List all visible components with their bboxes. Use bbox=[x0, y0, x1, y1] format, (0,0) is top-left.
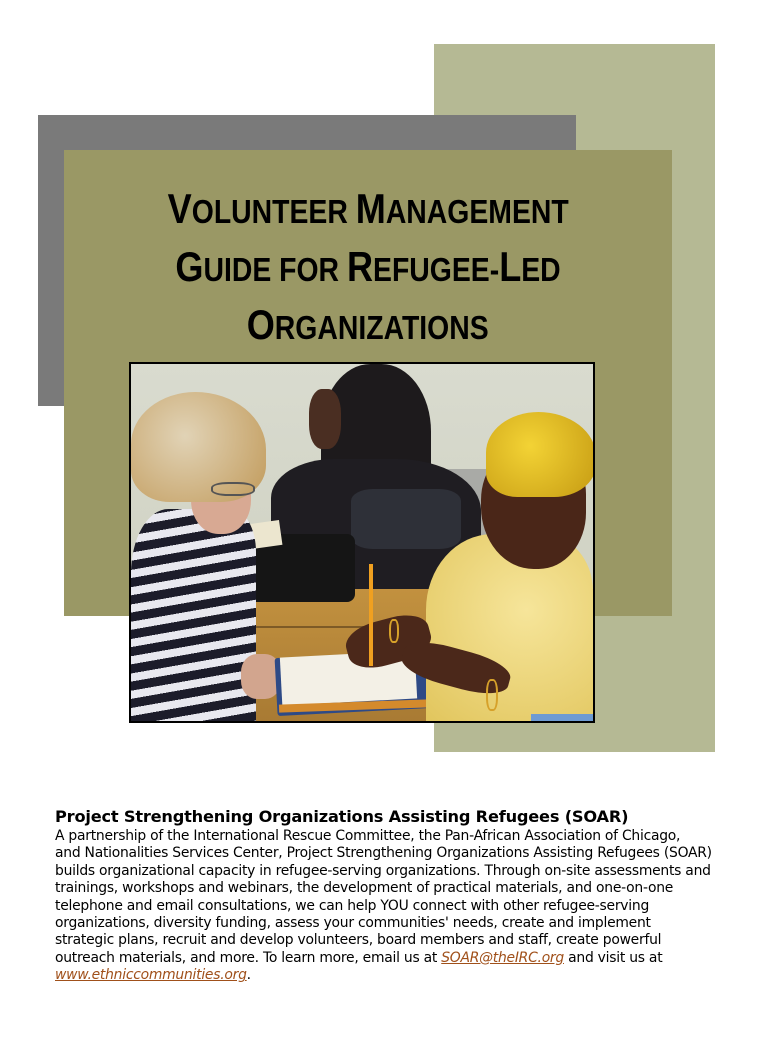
body-text: and visit us at bbox=[563, 949, 663, 966]
body-line: trainings, workshops and webinars, the development of practical materials, and one-on-one bbox=[55, 880, 674, 897]
body-line bbox=[55, 967, 735, 984]
title-line: GUIDE FOR REFUGEE-LED bbox=[175, 243, 561, 290]
cover-title bbox=[64, 180, 672, 354]
body-line: and Nationalities Services Center, Project Strengthening Organizations Assisting Refugees (SOAR) bbox=[55, 845, 712, 862]
body-text: outreach materials, and more. To learn more, email us at bbox=[55, 949, 442, 966]
body-line: builds organizational capacity in refugee-serving organizations. Through on-site assessments and bbox=[55, 862, 711, 879]
title-line: ORGANIZATIONS bbox=[246, 301, 489, 348]
website-link[interactable]: www.ethniccommunities.org bbox=[55, 967, 247, 984]
about-soar-section bbox=[55, 806, 735, 985]
email-link[interactable]: SOAR@theIRC.org bbox=[441, 949, 564, 966]
body-line: telephone and email consultations, we can help YOU connect with other refugee-serving bbox=[55, 897, 650, 914]
section-heading: Project Strengthening Organizations Assisting Refugees (SOAR) bbox=[55, 807, 629, 826]
section-body bbox=[55, 828, 735, 985]
body-line bbox=[55, 950, 735, 967]
body-line: organizations, diversity funding, assess your communities' needs, create and implement bbox=[55, 915, 651, 932]
body-line: A partnership of the International Rescue Committee, the Pan-African Association of Chicago, bbox=[55, 828, 681, 844]
body-line: strategic plans, recruit and develop volunteers, board members and staff, create powerful bbox=[55, 932, 662, 949]
body-text: . bbox=[246, 967, 251, 984]
cover-photo bbox=[129, 362, 595, 723]
title-line: VOLUNTEER MANAGEMENT bbox=[167, 185, 569, 232]
